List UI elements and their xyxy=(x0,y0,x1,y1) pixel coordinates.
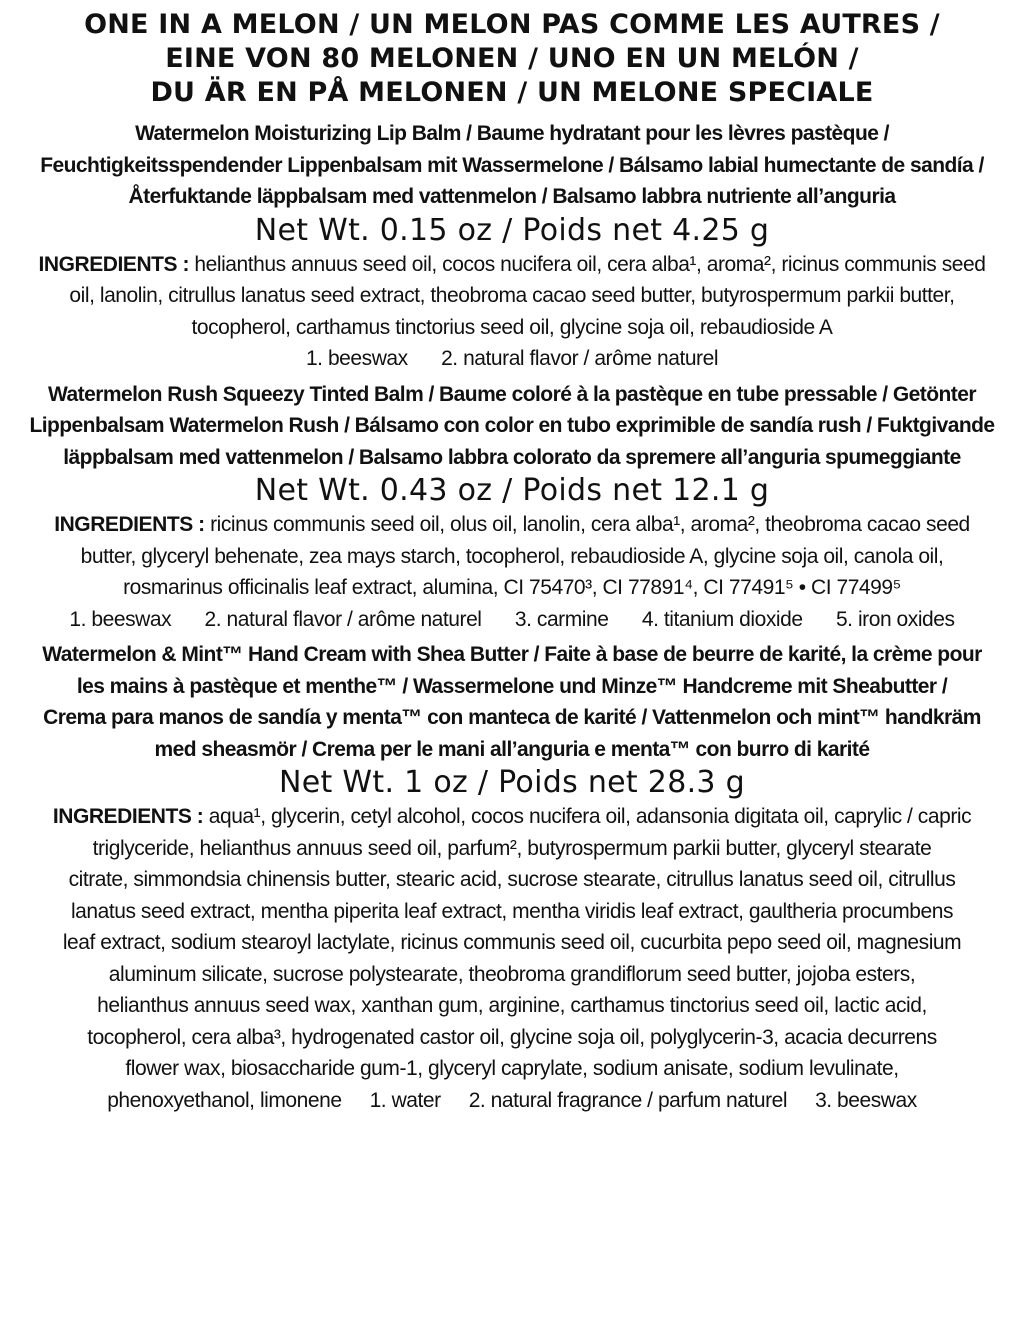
headline-line: DU ÄR EN PÅ MELONEN / UN MELONE SPECIALE xyxy=(150,77,874,108)
product-name-line: Feuchtigkeitsspendender Lippenbalsam mit Wassermelone / Bálsamo labial humectante de sandía / xyxy=(40,153,984,177)
ingredients-final-line xyxy=(10,1085,1014,1117)
ingredients-text: ricinus communis seed oil, olus oil, lanolin, cera alba¹, aroma², theobroma cacao seed xyxy=(210,513,970,536)
product-name-line: läppbalsam med vattenmelon / Balsamo labbra colorato da spremere all’anguria spumeggiante xyxy=(63,445,961,469)
ingredients-line: citrate, simmondsia chinensis butter, stearic acid, sucrose stearate, citrullus lanatus seed oil, citrullus xyxy=(68,868,956,891)
headline-line: EINE VON 80 MELONEN / UNO EN UN MELÓN / xyxy=(165,43,859,74)
ingredients-label: INGREDIENTS : xyxy=(54,513,205,536)
product-section-lip-balm xyxy=(10,118,1014,375)
ingredients-line xyxy=(10,509,1014,541)
footnotes xyxy=(10,604,1014,636)
footnote: 3. carmine xyxy=(514,607,609,631)
product-name-line: med sheasmör / Crema per le mani all’anguria e menta™ con burro di karité xyxy=(154,737,870,761)
footnote: 4. titanium dioxide xyxy=(641,607,803,631)
footnote: 2. natural flavor / arôme naturel xyxy=(441,347,719,370)
ingredients-label: INGREDIENTS : xyxy=(52,805,204,828)
ingredients-text: aqua¹, glycerin, cetyl alcohol, cocos nucifera oil, adansonia digitata oil, caprylic / capric xyxy=(208,805,972,828)
ingredients-label: INGREDIENTS : xyxy=(38,252,190,276)
ingredients-line: leaf extract, sodium stearoyl lactylate, ricinus communis seed oil, cucurbita pepo seed oil, magnesium xyxy=(62,931,962,954)
product-name-line: Watermelon & Mint™ Hand Cream with Shea Butter / Faite à base de beurre de karité, la crème pour xyxy=(42,643,982,666)
product-name xyxy=(10,639,1014,765)
ingredients-line: butter, glyceryl behenate, zea mays starch, tocopherol, rebaudioside A, glycine soja oil, canola oil, xyxy=(80,544,944,568)
product-name-line: Watermelon Moisturizing Lip Balm / Baume hydratant pour les lèvres pastèque / xyxy=(135,122,889,145)
ingredients-line: flower wax, biosaccharide gum-1, glyceryl caprylate, sodium anisate, sodium levulinate, xyxy=(125,1057,899,1080)
product-name-line: Crema para manos de sandía y menta™ con manteca de karité / Vattenmelon och mint™ handkräm xyxy=(43,706,981,729)
ingredients-list xyxy=(10,249,1014,344)
product-name-line: les mains à pastèque et menthe™ / Wassermelone und Minze™ Handcreme mit Sheabutter / xyxy=(76,674,948,698)
ingredients-list xyxy=(10,509,1014,604)
net-weight: Net Wt. 0.15 oz / Poids net 4.25 g xyxy=(254,212,770,248)
ingredients-line: tocopherol, carthamus tinctorius seed oil, glycine soja oil, rebaudioside A xyxy=(191,315,833,339)
ingredients-line: tocopherol, cera alba³, hydrogenated castor oil, glycine soja oil, polyglycerin-3, acacia decurrens xyxy=(87,1025,937,1049)
ingredients-line: lanatus seed extract, mentha piperita leaf extract, mentha viridis leaf extract, gaultheria procumbens xyxy=(70,899,954,923)
footnote: 2. natural fragrance / parfum naturel xyxy=(468,1088,788,1112)
ingredients-line: helianthus annuus seed wax, xanthan gum, arginine, carthamus tinctorius seed oil, lactic acid, xyxy=(97,994,927,1017)
net-weight: Net Wt. 1 oz / Poids net 28.3 g xyxy=(279,765,745,800)
ingredients-line: triglyceride, helianthus annuus seed oil, parfum², butyrospermum parkii butter, glyceryl stearate xyxy=(92,836,932,860)
ingredients-list xyxy=(10,801,1014,1116)
footnote: 1. beeswax xyxy=(305,347,408,370)
product-section-tinted-balm xyxy=(10,379,1014,636)
product-name-line: Watermelon Rush Squeezy Tinted Balm / Baume coloré à la pastèque en tube pressable / Getönter xyxy=(48,382,976,406)
ingredients-text: phenoxyethanol, limonene xyxy=(107,1088,342,1112)
product-name-line: Lippenbalsam Watermelon Rush / Bálsamo con color en tubo exprimible de sandía rush / Fuktgivande xyxy=(29,414,995,437)
product-name xyxy=(10,379,1014,474)
product-name xyxy=(10,118,1014,213)
product-name-line: Återfuktande läppbalsam med vattenmelon / Balsamo labbra nutriente all’anguria xyxy=(128,185,896,208)
footnote: 5. iron oxides xyxy=(835,607,955,631)
headline-line: ONE IN A MELON / UN MELON PAS COMME LES AUTRES / xyxy=(84,9,940,40)
footnote: 2. natural flavor / arôme naturel xyxy=(204,607,482,631)
footnote: 1. water xyxy=(369,1088,441,1112)
footnote: 3. beeswax xyxy=(815,1088,917,1112)
ingredients-line: oil, lanolin, citrullus lanatus seed extract, theobroma cacao seed butter, butyrospermum parkii butter, xyxy=(69,284,955,307)
headline xyxy=(10,8,1014,110)
footnote: 1. beeswax xyxy=(69,607,172,631)
ingredients-text: helianthus annuus seed oil, cocos nucifera oil, cera alba¹, aroma², ricinus communis seed xyxy=(194,252,986,276)
ingredients-line: rosmarinus officinalis leaf extract, alumina, CI 75470³, CI 77891⁴, CI 77491⁵ • CI 77499⁵ xyxy=(123,576,901,599)
footnotes xyxy=(10,343,1014,375)
ingredients-line: aluminum silicate, sucrose polystearate, theobroma grandiflorum seed butter, jojoba esters, xyxy=(108,962,916,986)
ingredients-line xyxy=(10,249,1014,281)
ingredients-line xyxy=(10,801,1014,833)
net-weight: Net Wt. 0.43 oz / Poids net 12.1 g xyxy=(254,473,770,508)
product-section-hand-cream xyxy=(10,639,1014,1116)
